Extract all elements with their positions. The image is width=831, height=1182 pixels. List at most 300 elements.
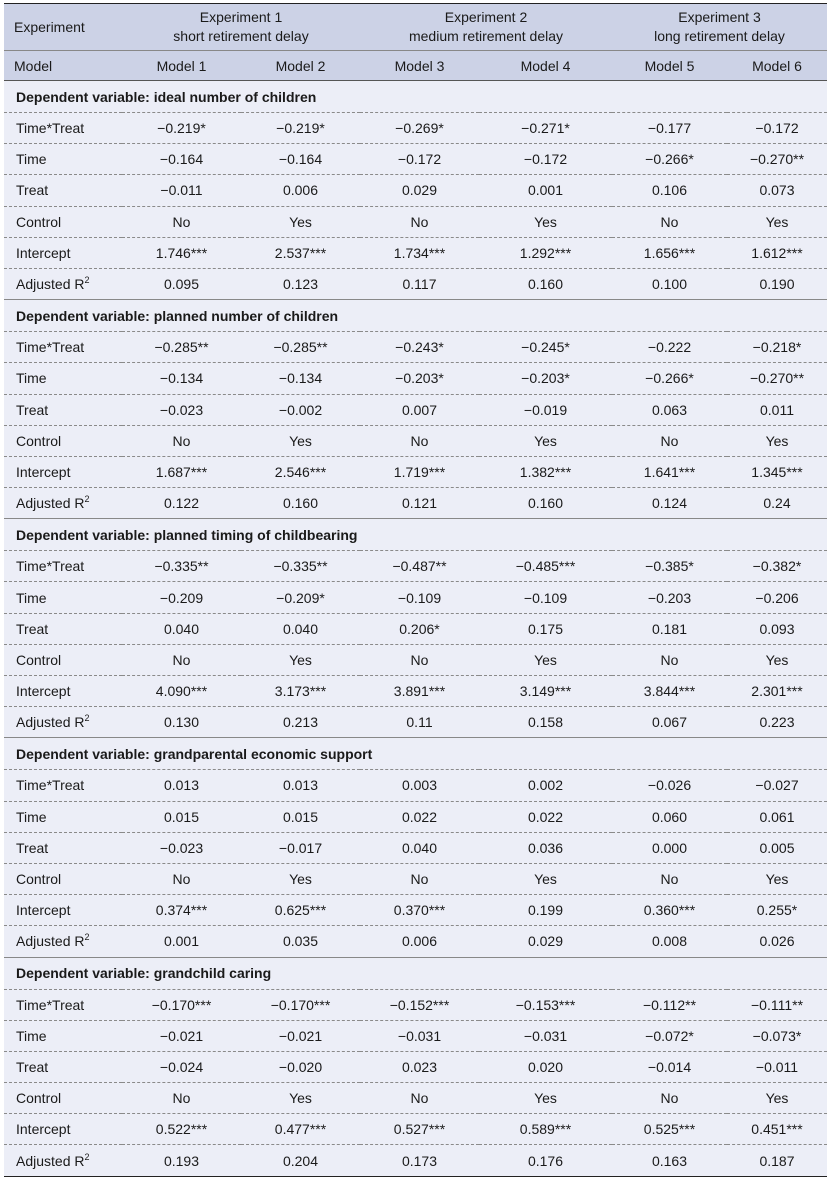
table-cell: Yes: [479, 425, 612, 456]
regression-table-container: [4, 3, 827, 1177]
table-row: [4, 613, 827, 644]
table-cell: 0.067: [612, 707, 727, 738]
table-cell: 0.100: [612, 268, 727, 299]
table-row: [4, 394, 827, 425]
table-cell: 0.011: [727, 394, 827, 425]
experiment-2-title: Experiment 2: [444, 9, 528, 25]
row-label: [4, 676, 122, 707]
table-cell: 0.117: [360, 268, 479, 299]
table-cell: No: [360, 1083, 479, 1114]
table-row: [4, 206, 827, 237]
table-cell: −0.073*: [727, 1020, 827, 1051]
row-label: [4, 363, 122, 394]
table-row: [4, 268, 827, 299]
table-cell: 0.255*: [727, 895, 827, 926]
table-cell: No: [612, 425, 727, 456]
row-label-text: Treat: [16, 620, 49, 637]
table-cell: 1.719***: [360, 456, 479, 487]
table-cell: 0.000: [612, 832, 727, 863]
table-cell: 0.013: [122, 770, 241, 801]
table-cell: −0.153***: [479, 989, 612, 1020]
table-cell: 0.008: [612, 926, 727, 957]
table-cell: −0.172: [360, 144, 479, 175]
row-label-text: Time*Treat: [16, 777, 85, 794]
row-label-superscript: 2: [84, 1151, 90, 1162]
table-row: [4, 926, 827, 957]
row-label-text: Time: [16, 589, 47, 606]
table-cell: −0.072*: [612, 1020, 727, 1051]
row-label-text: Control: [16, 651, 62, 668]
table-cell: 0.213: [241, 707, 360, 738]
table-cell: 0.160: [241, 488, 360, 519]
table-cell: 0.026: [727, 926, 827, 957]
table-cell: 0.204: [241, 1145, 360, 1176]
table-cell: 3.149***: [479, 676, 612, 707]
table-cell: 0.370***: [360, 895, 479, 926]
table-cell: 0.175: [479, 613, 612, 644]
table-cell: −0.266*: [612, 363, 727, 394]
row-label: [4, 582, 122, 613]
row-label: [4, 237, 122, 268]
table-cell: −0.382*: [727, 551, 827, 582]
row-label-text: Time: [16, 370, 47, 387]
row-label: [4, 425, 122, 456]
table-cell: −0.021: [241, 1020, 360, 1051]
table-cell: −0.026: [612, 770, 727, 801]
table-cell: 0.124: [612, 488, 727, 519]
row-label: [4, 144, 122, 175]
table-cell: 3.844***: [612, 676, 727, 707]
table-cell: No: [122, 644, 241, 675]
model-3-header: Model 3: [360, 51, 479, 81]
table-cell: −0.031: [479, 1020, 612, 1051]
table-cell: 0.022: [479, 801, 612, 832]
table-cell: 0.477***: [241, 1114, 360, 1145]
row-label-superscript: 2: [84, 713, 90, 724]
table-cell: 0.527***: [360, 1114, 479, 1145]
table-cell: −0.285**: [122, 332, 241, 363]
table-cell: 0.020: [479, 1051, 612, 1082]
row-label-text: Time*Treat: [16, 996, 85, 1013]
table-row: [4, 425, 827, 456]
row-label-text: Adjusted R: [16, 276, 85, 293]
table-cell: −0.020: [241, 1051, 360, 1082]
model-5-header: Model 5: [612, 51, 727, 81]
table-cell: −0.209: [122, 582, 241, 613]
table-cell: 2.537***: [241, 237, 360, 268]
table-cell: 0.003: [360, 770, 479, 801]
table-cell: 0.173: [360, 1145, 479, 1176]
section-title: Dependent variable: ideal number of children: [4, 81, 827, 113]
table-cell: 0.005: [727, 832, 827, 863]
table-cell: 1.746***: [122, 237, 241, 268]
table-cell: −0.027: [727, 770, 827, 801]
row-label: [4, 707, 122, 738]
row-label: [4, 175, 122, 206]
table-cell: −0.485***: [479, 551, 612, 582]
table-row: [4, 770, 827, 801]
table-cell: Yes: [241, 425, 360, 456]
row-label-text: Intercept: [16, 244, 71, 261]
table-cell: −0.270**: [727, 144, 827, 175]
table-cell: No: [360, 206, 479, 237]
section-header-row: [4, 519, 827, 551]
table-row: [4, 363, 827, 394]
table-cell: 0.158: [479, 707, 612, 738]
table-cell: 0.181: [612, 613, 727, 644]
model-2-header: Model 2: [241, 51, 360, 81]
row-label: [4, 206, 122, 237]
table-cell: −0.170***: [122, 989, 241, 1020]
table-cell: 0.122: [122, 488, 241, 519]
table-cell: −0.219*: [241, 113, 360, 144]
row-label-text: Time: [16, 1027, 47, 1044]
table-cell: −0.219*: [122, 113, 241, 144]
row-label: [4, 863, 122, 894]
table-cell: −0.002: [241, 394, 360, 425]
row-label-text: Treat: [16, 401, 49, 418]
table-row: [4, 1114, 827, 1145]
table-cell: Yes: [727, 644, 827, 675]
row-label-text: Time: [16, 808, 47, 825]
table-cell: −0.172: [479, 144, 612, 175]
table-row: [4, 113, 827, 144]
row-label-superscript: 2: [84, 932, 90, 943]
table-cell: 1.292***: [479, 237, 612, 268]
table-cell: No: [360, 425, 479, 456]
table-cell: No: [360, 863, 479, 894]
row-label: [4, 895, 122, 926]
row-label: [4, 456, 122, 487]
table-cell: 0.589***: [479, 1114, 612, 1145]
table-cell: −0.271*: [479, 113, 612, 144]
table-cell: −0.023: [122, 394, 241, 425]
row-label-text: Intercept: [16, 1121, 71, 1138]
table-cell: −0.243*: [360, 332, 479, 363]
row-label-text: Control: [16, 213, 62, 230]
table-cell: −0.385*: [612, 551, 727, 582]
table-cell: 0.015: [122, 801, 241, 832]
header-row-models: [4, 51, 827, 81]
table-cell: 0.223: [727, 707, 827, 738]
section-title: Dependent variable: grandparental economic support: [4, 738, 827, 770]
table-row: [4, 895, 827, 926]
table-cell: −0.011: [727, 1051, 827, 1082]
table-row: [4, 644, 827, 675]
table-cell: −0.285**: [241, 332, 360, 363]
table-cell: −0.111**: [727, 989, 827, 1020]
model-header-label: Model: [4, 51, 122, 81]
table-cell: 0.130: [122, 707, 241, 738]
table-cell: No: [612, 644, 727, 675]
row-label-superscript: 2: [84, 494, 90, 505]
table-cell: 0.11: [360, 707, 479, 738]
section-title: Dependent variable: grandchild caring: [4, 957, 827, 989]
row-label: [4, 1051, 122, 1082]
row-label-text: Time*Treat: [16, 558, 85, 575]
table-cell: −0.134: [241, 363, 360, 394]
table-cell: Yes: [479, 1083, 612, 1114]
row-label: [4, 488, 122, 519]
table-cell: 0.625***: [241, 895, 360, 926]
table-cell: −0.266*: [612, 144, 727, 175]
table-row: [4, 1083, 827, 1114]
row-label-text: Time*Treat: [16, 339, 85, 356]
row-label-text: Control: [16, 432, 62, 449]
table-cell: Yes: [727, 206, 827, 237]
table-cell: −0.172: [727, 113, 827, 144]
table-cell: −0.269*: [360, 113, 479, 144]
table-cell: 0.163: [612, 1145, 727, 1176]
row-label: [4, 801, 122, 832]
table-cell: No: [360, 644, 479, 675]
table-row: [4, 832, 827, 863]
table-row: [4, 456, 827, 487]
table-cell: Yes: [241, 1083, 360, 1114]
table-cell: 1.612***: [727, 237, 827, 268]
table-cell: 0.193: [122, 1145, 241, 1176]
table-cell: No: [612, 206, 727, 237]
table-cell: 0.029: [479, 926, 612, 957]
table-cell: −0.023: [122, 832, 241, 863]
table-cell: −0.335**: [122, 551, 241, 582]
table-row: [4, 676, 827, 707]
experiment-1-title: Experiment 1: [199, 9, 283, 25]
model-1-header: Model 1: [122, 51, 241, 81]
section-title: Dependent variable: planned number of children: [4, 300, 827, 332]
table-cell: 0.360***: [612, 895, 727, 926]
section-title: Dependent variable: planned timing of childbearing: [4, 519, 827, 551]
experiment-1-subtitle: short retirement delay: [173, 28, 309, 44]
table-cell: 0.002: [479, 770, 612, 801]
row-label-text: Control: [16, 1090, 62, 1107]
table-cell: 3.891***: [360, 676, 479, 707]
table-cell: 4.090***: [122, 676, 241, 707]
table-row: [4, 989, 827, 1020]
table-cell: 0.160: [479, 268, 612, 299]
table-cell: 0.190: [727, 268, 827, 299]
row-label: [4, 1114, 122, 1145]
row-label-text: Control: [16, 871, 62, 888]
table-cell: 0.029: [360, 175, 479, 206]
row-label: [4, 268, 122, 299]
table-cell: −0.270**: [727, 363, 827, 394]
table-cell: 0.073: [727, 175, 827, 206]
table-body: [4, 81, 827, 1177]
table-cell: 0.007: [360, 394, 479, 425]
row-label-text: Intercept: [16, 902, 71, 919]
row-label-text: Adjusted R: [16, 714, 85, 731]
table-cell: 0.522***: [122, 1114, 241, 1145]
table-cell: 0.206*: [360, 613, 479, 644]
row-label: [4, 989, 122, 1020]
table-cell: −0.024: [122, 1051, 241, 1082]
table-cell: −0.017: [241, 832, 360, 863]
table-cell: −0.203*: [479, 363, 612, 394]
table-cell: No: [122, 425, 241, 456]
table-cell: 1.382***: [479, 456, 612, 487]
table-row: [4, 863, 827, 894]
table-row: [4, 1145, 827, 1176]
model-4-header: Model 4: [479, 51, 612, 81]
table-cell: 0.160: [479, 488, 612, 519]
row-label: [4, 1020, 122, 1051]
table-cell: No: [612, 863, 727, 894]
table-cell: −0.209*: [241, 582, 360, 613]
table-cell: −0.222: [612, 332, 727, 363]
table-cell: −0.019: [479, 394, 612, 425]
table-row: [4, 1051, 827, 1082]
table-cell: Yes: [479, 206, 612, 237]
experiment-3-subtitle: long retirement delay: [654, 28, 785, 44]
table-cell: 0.023: [360, 1051, 479, 1082]
row-label-text: Adjusted R: [16, 1152, 85, 1169]
table-cell: −0.164: [241, 144, 360, 175]
table-cell: 0.006: [360, 926, 479, 957]
table-cell: Yes: [241, 644, 360, 675]
row-label-text: Adjusted R: [16, 933, 85, 950]
table-cell: 0.187: [727, 1145, 827, 1176]
table-cell: 0.040: [241, 613, 360, 644]
table-cell: −0.245*: [479, 332, 612, 363]
table-cell: 1.656***: [612, 237, 727, 268]
model-6-header: Model 6: [727, 51, 827, 81]
table-cell: 0.095: [122, 268, 241, 299]
table-cell: 0.060: [612, 801, 727, 832]
table-cell: −0.177: [612, 113, 727, 144]
table-cell: 0.451***: [727, 1114, 827, 1145]
table-cell: Yes: [727, 1083, 827, 1114]
table-cell: Yes: [241, 863, 360, 894]
table-cell: 0.022: [360, 801, 479, 832]
table-cell: 0.036: [479, 832, 612, 863]
table-cell: Yes: [479, 863, 612, 894]
row-label: [4, 832, 122, 863]
table-cell: Yes: [241, 206, 360, 237]
experiment-3-header: [612, 4, 827, 51]
table-cell: 0.106: [612, 175, 727, 206]
header-row-experiments: [4, 4, 827, 51]
table-cell: Yes: [727, 425, 827, 456]
row-label-text: Treat: [16, 839, 49, 856]
table-row: [4, 551, 827, 582]
table-cell: −0.164: [122, 144, 241, 175]
table-row: [4, 582, 827, 613]
table-row: [4, 707, 827, 738]
row-label: [4, 332, 122, 363]
table-cell: 0.199: [479, 895, 612, 926]
row-label-superscript: 2: [84, 275, 90, 286]
row-label: [4, 1145, 122, 1176]
table-cell: −0.112**: [612, 989, 727, 1020]
row-label: [4, 613, 122, 644]
table-cell: 2.301***: [727, 676, 827, 707]
table-cell: 0.015: [241, 801, 360, 832]
row-label-text: Time*Treat: [16, 120, 85, 137]
table-cell: −0.109: [479, 582, 612, 613]
row-label: [4, 644, 122, 675]
table-cell: No: [122, 206, 241, 237]
experiment-3-title: Experiment 3: [678, 9, 761, 25]
table-cell: −0.487**: [360, 551, 479, 582]
table-cell: 1.734***: [360, 237, 479, 268]
experiment-2-subtitle: medium retirement delay: [408, 28, 564, 44]
table-cell: −0.203*: [360, 363, 479, 394]
table-cell: −0.021: [122, 1020, 241, 1051]
table-cell: 1.641***: [612, 456, 727, 487]
experiment-1-header: [122, 4, 360, 51]
table-cell: 0.093: [727, 613, 827, 644]
table-cell: No: [122, 863, 241, 894]
table-row: [4, 144, 827, 175]
row-label: [4, 113, 122, 144]
table-header: [4, 4, 827, 81]
table-cell: 2.546***: [241, 456, 360, 487]
table-row: [4, 488, 827, 519]
table-row: [4, 1020, 827, 1051]
table-cell: 1.687***: [122, 456, 241, 487]
table-cell: Yes: [727, 863, 827, 894]
section-header-row: [4, 738, 827, 770]
table-cell: No: [122, 1083, 241, 1114]
experiment-2-header: [360, 4, 612, 51]
table-cell: 0.040: [122, 613, 241, 644]
row-label-text: Intercept: [16, 683, 71, 700]
table-cell: −0.218*: [727, 332, 827, 363]
table-cell: −0.011: [122, 175, 241, 206]
table-cell: No: [612, 1083, 727, 1114]
table-cell: 0.061: [727, 801, 827, 832]
row-label: [4, 770, 122, 801]
table-cell: −0.031: [360, 1020, 479, 1051]
table-cell: −0.134: [122, 363, 241, 394]
table-row: [4, 237, 827, 268]
table-cell: −0.206: [727, 582, 827, 613]
row-label-text: Treat: [16, 1058, 49, 1075]
table-row: [4, 332, 827, 363]
row-label: [4, 1083, 122, 1114]
row-label-text: Time: [16, 151, 47, 168]
table-row: [4, 801, 827, 832]
table-cell: 3.173***: [241, 676, 360, 707]
table-cell: 0.001: [122, 926, 241, 957]
row-label-text: Treat: [16, 182, 49, 199]
table-cell: 0.001: [479, 175, 612, 206]
row-label: [4, 551, 122, 582]
table-cell: −0.109: [360, 582, 479, 613]
table-cell: −0.152***: [360, 989, 479, 1020]
table-cell: 0.525***: [612, 1114, 727, 1145]
table-cell: 0.040: [360, 832, 479, 863]
table-cell: 0.121: [360, 488, 479, 519]
section-header-row: [4, 81, 827, 113]
table-cell: 0.013: [241, 770, 360, 801]
table-cell: −0.335**: [241, 551, 360, 582]
table-cell: 0.063: [612, 394, 727, 425]
table-cell: 0.123: [241, 268, 360, 299]
row-label-text: Intercept: [16, 463, 71, 480]
table-cell: 0.24: [727, 488, 827, 519]
table-cell: −0.170***: [241, 989, 360, 1020]
table-cell: 0.006: [241, 175, 360, 206]
table-cell: 0.035: [241, 926, 360, 957]
experiment-header-label: Experiment: [4, 4, 122, 51]
row-label: [4, 394, 122, 425]
table-cell: 0.176: [479, 1145, 612, 1176]
table-row: [4, 175, 827, 206]
row-label-text: Adjusted R: [16, 495, 85, 512]
regression-table: [4, 3, 827, 1177]
